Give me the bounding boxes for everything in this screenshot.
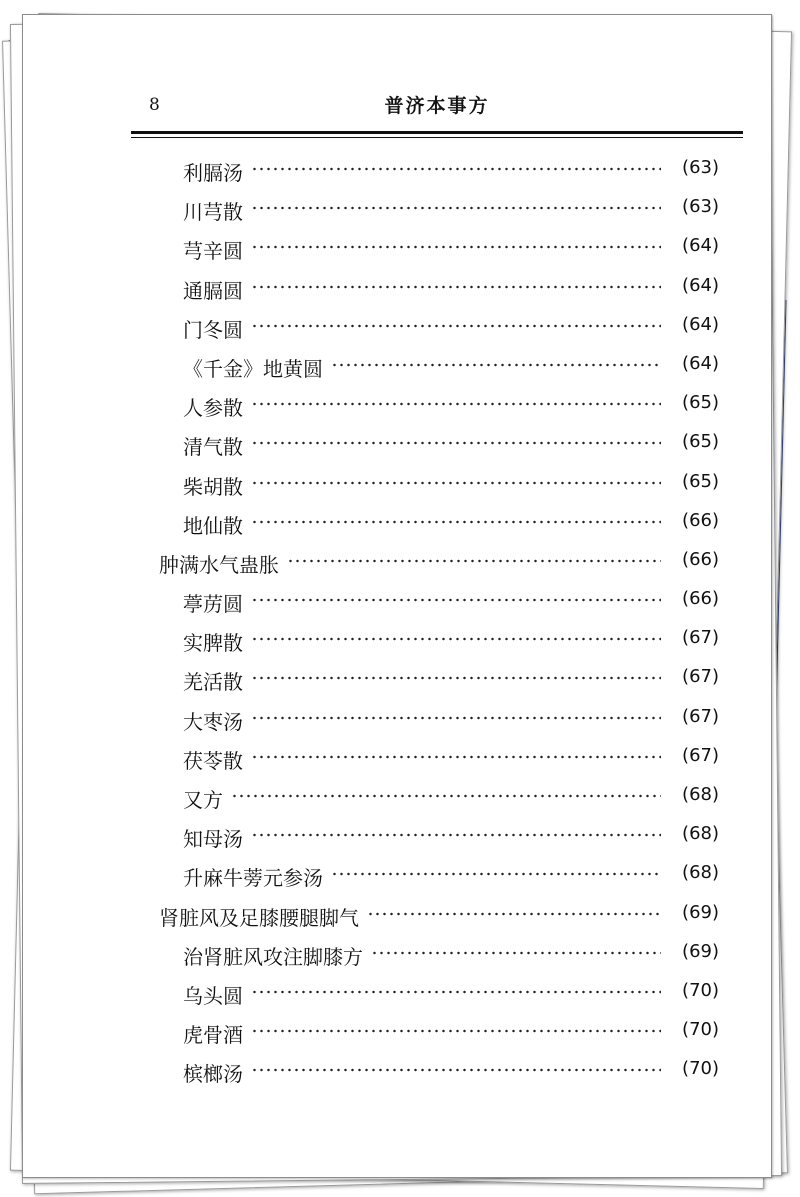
dot-leader bbox=[251, 633, 661, 645]
toc-entry-page: (65) bbox=[676, 471, 719, 492]
page-number: 8 bbox=[149, 95, 160, 115]
toc-entry bbox=[23, 623, 771, 662]
toc-entry-page: (64) bbox=[676, 353, 719, 374]
toc-entry-title: 实脾散 bbox=[183, 627, 249, 656]
toc-entry bbox=[23, 506, 771, 545]
toc-entry-title: 人参散 bbox=[183, 392, 249, 421]
toc-entry-title: 利膈汤 bbox=[183, 157, 249, 186]
toc-entry-title: 川芎散 bbox=[183, 196, 249, 225]
toc-entry bbox=[23, 231, 771, 270]
dot-leader bbox=[251, 712, 661, 724]
dot-leader bbox=[251, 437, 661, 449]
toc-entry bbox=[23, 153, 771, 192]
dot-leader bbox=[251, 516, 661, 528]
header-rule bbox=[131, 137, 743, 138]
toc-entry-title: 治肾脏风攻注脚膝方 bbox=[183, 941, 369, 970]
toc-entry-page: (70) bbox=[676, 1058, 719, 1079]
toc-entry-page: (67) bbox=[676, 745, 719, 766]
table-of-contents bbox=[23, 153, 771, 1094]
toc-entry-page: (67) bbox=[676, 666, 719, 687]
book-title: 普济本事方 bbox=[384, 95, 490, 117]
toc-entry-page: (66) bbox=[676, 588, 719, 609]
toc-entry bbox=[23, 388, 771, 427]
dot-leader bbox=[231, 790, 661, 802]
toc-entry-title: 羌活散 bbox=[183, 666, 249, 695]
toc-entry bbox=[23, 976, 771, 1015]
dot-leader bbox=[331, 359, 661, 371]
toc-entry-page: (67) bbox=[676, 706, 719, 727]
toc-entry-page: (70) bbox=[676, 1019, 719, 1040]
toc-entry bbox=[23, 271, 771, 310]
toc-entry bbox=[23, 310, 771, 349]
toc-entry-title: 肾脏风及足膝腰腿脚气 bbox=[159, 902, 365, 931]
toc-entry-title: 升麻牛蒡元参汤 bbox=[183, 862, 329, 891]
toc-entry bbox=[23, 467, 771, 506]
toc-section-heading bbox=[23, 898, 771, 937]
header-rule bbox=[131, 131, 743, 134]
toc-entry bbox=[23, 192, 771, 231]
toc-entry bbox=[23, 937, 771, 976]
toc-entry-title: 肿满水气蛊胀 bbox=[159, 549, 285, 578]
dot-leader bbox=[251, 1064, 661, 1076]
toc-entry-page: (66) bbox=[676, 549, 719, 570]
toc-entry-title: 虎骨酒 bbox=[183, 1019, 249, 1048]
toc-entry-title: 茯苓散 bbox=[183, 745, 249, 774]
toc-entry-page: (65) bbox=[676, 431, 719, 452]
toc-entry-page: (66) bbox=[676, 510, 719, 531]
toc-entry-page: (63) bbox=[676, 157, 719, 178]
toc-entry bbox=[23, 427, 771, 466]
dot-leader bbox=[251, 751, 661, 763]
toc-entry bbox=[23, 702, 771, 741]
dot-leader bbox=[251, 594, 661, 606]
toc-entry-title: 乌头圆 bbox=[183, 980, 249, 1009]
toc-entry-title: 大枣汤 bbox=[183, 706, 249, 735]
toc-entry bbox=[23, 858, 771, 897]
dot-leader bbox=[251, 320, 661, 332]
dot-leader bbox=[251, 202, 661, 214]
toc-entry-page: (68) bbox=[676, 784, 719, 805]
dot-leader bbox=[287, 555, 661, 567]
toc-entry bbox=[23, 662, 771, 701]
toc-entry-title: 柴胡散 bbox=[183, 471, 249, 500]
dot-leader bbox=[251, 398, 661, 410]
toc-entry-page: (63) bbox=[676, 196, 719, 217]
toc-entry-page: (64) bbox=[676, 314, 719, 335]
toc-entry-title: 门冬圆 bbox=[183, 314, 249, 343]
running-header bbox=[131, 91, 743, 125]
toc-entry bbox=[23, 584, 771, 623]
dot-leader bbox=[367, 908, 661, 920]
dot-leader bbox=[251, 281, 661, 293]
dot-leader bbox=[251, 163, 661, 175]
toc-entry-page: (68) bbox=[676, 862, 719, 883]
toc-entry-title: 通膈圆 bbox=[183, 275, 249, 304]
dot-leader bbox=[251, 241, 661, 253]
dot-leader bbox=[331, 868, 661, 880]
dot-leader bbox=[251, 1025, 661, 1037]
dot-leader bbox=[371, 947, 661, 959]
dot-leader bbox=[251, 986, 661, 998]
toc-entry-page: (64) bbox=[676, 275, 719, 296]
dot-leader bbox=[251, 672, 661, 684]
toc-entry-title: 葶苈圆 bbox=[183, 588, 249, 617]
toc-entry bbox=[23, 1054, 771, 1093]
toc-entry-page: (69) bbox=[676, 941, 719, 962]
toc-section-heading bbox=[23, 545, 771, 584]
dot-leader bbox=[251, 829, 661, 841]
toc-entry bbox=[23, 349, 771, 388]
toc-entry-title: 槟榔汤 bbox=[183, 1058, 249, 1087]
toc-entry-page: (70) bbox=[676, 980, 719, 1001]
toc-entry-title: 清气散 bbox=[183, 431, 249, 460]
toc-entry-title: 《千金》地黄圆 bbox=[183, 353, 329, 382]
toc-entry-page: (64) bbox=[676, 235, 719, 256]
toc-entry bbox=[23, 819, 771, 858]
toc-entry-title: 地仙散 bbox=[183, 510, 249, 539]
toc-entry-title: 芎辛圆 bbox=[183, 235, 249, 264]
toc-entry-title: 知母汤 bbox=[183, 823, 249, 852]
toc-entry-page: (67) bbox=[676, 627, 719, 648]
toc-entry bbox=[23, 780, 771, 819]
book-page bbox=[22, 14, 772, 1178]
toc-entry bbox=[23, 741, 771, 780]
dot-leader bbox=[251, 477, 661, 489]
toc-entry-page: (69) bbox=[676, 902, 719, 923]
toc-entry-page: (65) bbox=[676, 392, 719, 413]
toc-entry bbox=[23, 1015, 771, 1054]
toc-entry-title: 又方 bbox=[183, 784, 229, 813]
toc-entry-page: (68) bbox=[676, 823, 719, 844]
